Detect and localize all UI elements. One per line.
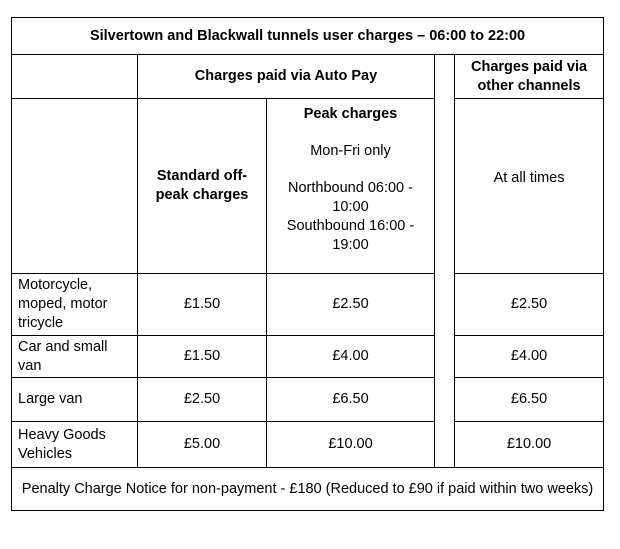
other-channel-charge: £2.50 <box>455 274 604 336</box>
other-channel-charge: £6.50 <box>455 378 604 422</box>
column-gap <box>435 55 455 468</box>
title-row <box>12 18 604 55</box>
peak-charge: £6.50 <box>267 378 435 422</box>
header-row-2 <box>12 99 604 274</box>
other-channel-charge: £4.00 <box>455 336 604 378</box>
table-row <box>12 422 604 468</box>
vehicle-type: Car and small van <box>12 336 138 378</box>
peak-header <box>267 99 435 274</box>
table-row <box>12 336 604 378</box>
footer-row <box>12 468 604 511</box>
standard-header: Standard off-peak charges <box>138 99 267 274</box>
peak-title: Peak charges <box>303 106 398 122</box>
peak-charge: £2.50 <box>267 274 435 336</box>
charges-table-container <box>11 17 604 511</box>
vehicle-type: Motorcycle, moped, motor tricycle <box>12 274 138 336</box>
standard-charge: £1.50 <box>138 336 267 378</box>
standard-charge: £2.50 <box>138 378 267 422</box>
table-row <box>12 378 604 422</box>
autopay-header: Charges paid via Auto Pay <box>138 55 435 99</box>
peak-charge: £10.00 <box>267 422 435 468</box>
table-title: Silvertown and Blackwall tunnels user charges – 06:00 to 22:00 <box>12 18 604 55</box>
vehicle-type: Large van <box>12 378 138 422</box>
table-row <box>12 274 604 336</box>
standard-charge: £5.00 <box>138 422 267 468</box>
other-channel-charge: £10.00 <box>455 422 604 468</box>
peak-charge: £4.00 <box>267 336 435 378</box>
other-channels-header: Charges paid via other channels <box>455 55 604 99</box>
header-row-1 <box>12 55 604 99</box>
peak-southbound: Southbound 16:00 - 19:00 <box>286 218 415 253</box>
tunnel-charges-table <box>11 17 604 511</box>
standard-charge: £1.50 <box>138 274 267 336</box>
at-all-times: At all times <box>455 99 604 274</box>
empty-header-cell-2 <box>12 99 138 274</box>
peak-days: Mon-Fri only <box>310 143 391 159</box>
empty-header-cell <box>12 55 138 99</box>
penalty-notice: Penalty Charge Notice for non-payment - £180 (Reduced to £90 if paid within two weeks) <box>12 468 604 511</box>
peak-northbound: Northbound 06:00 - 10:00 <box>288 180 413 215</box>
vehicle-type: Heavy Goods Vehicles <box>12 422 138 468</box>
